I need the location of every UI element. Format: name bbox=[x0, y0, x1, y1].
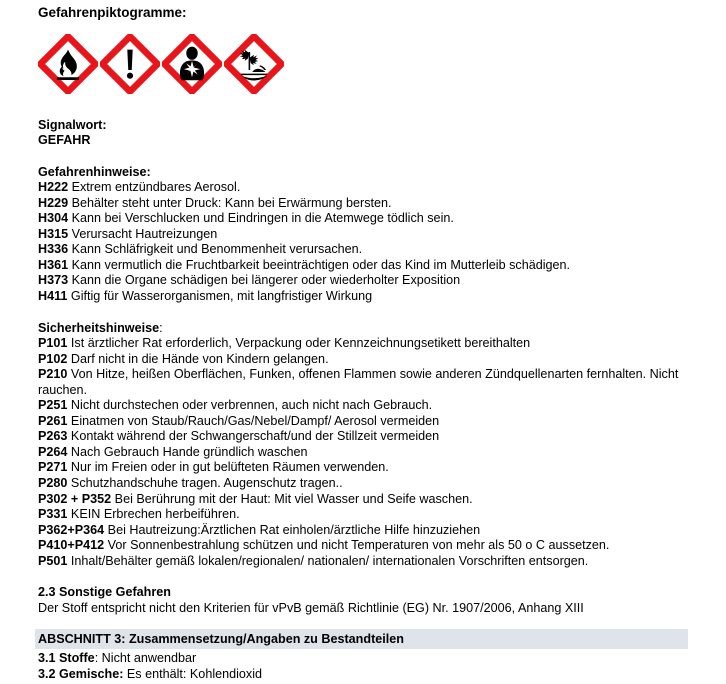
precautionary-statement-code: P410+P412 bbox=[38, 538, 105, 553]
precautionary-statement-code: P501 bbox=[38, 553, 68, 568]
spacer-signal bbox=[38, 96, 688, 118]
hazard-statement-code: H411 bbox=[38, 288, 68, 303]
hazard-statement bbox=[38, 211, 688, 227]
spacer-other-hazards bbox=[38, 569, 688, 585]
hazard-statement-text: Giftig für Wasserorganismen, mit langfristiger Wirkung bbox=[67, 288, 373, 303]
exclamation-mark-icon bbox=[100, 34, 160, 94]
hazard-statement-code: H229 bbox=[38, 195, 69, 210]
precautionary-statement bbox=[38, 523, 688, 539]
hazard-statement bbox=[38, 289, 688, 305]
precautionary-statement-text: Inhalt/Behälter gemäß lokalen/regionalen/ nationalen/ internationalen Vorschriften entsorgen. bbox=[67, 553, 589, 568]
precautionary-statement-list bbox=[38, 336, 688, 569]
pictograms-heading: Gefahrenpiktogramme: bbox=[38, 5, 187, 20]
health-hazard-icon bbox=[162, 34, 222, 94]
precautionary-statement-text: Einatmen von Staub/Rauch/Gas/Nebel/Dampf/ Aerosol vermeiden bbox=[67, 413, 440, 428]
composition-value: : Nicht anwendbar bbox=[94, 651, 197, 666]
hazard-statement-code: H222 bbox=[38, 180, 69, 195]
hazard-statement-text: Extrem entzündbares Aerosol. bbox=[68, 180, 241, 195]
precautionary-statement bbox=[38, 476, 688, 492]
precautionary-statement-code: P210 bbox=[38, 367, 68, 382]
precautionary-statement-text: Ist ärztlicher Rat erforderlich, Verpackung oder Kennzeichnungsetikett bereithalten bbox=[67, 336, 531, 351]
composition-label: 3.1 Stoffe bbox=[38, 651, 95, 666]
hazard-statements-heading: Gefahrenhinweise: bbox=[38, 164, 151, 179]
hazard-statement-text: Kann Schläfrigkeit und Benommenheit verursachen. bbox=[68, 242, 363, 257]
precautionary-heading-text: Sicherheitshinweise bbox=[38, 320, 160, 335]
composition-section bbox=[38, 651, 688, 682]
hazard-statement-text: Verursacht Hautreizungen bbox=[68, 226, 218, 241]
precautionary-statement-code: P302 + P352 bbox=[38, 491, 112, 506]
precautionary-heading-colon: : bbox=[159, 320, 163, 335]
other-hazards-heading: 2.3 Sonstige Gefahren bbox=[38, 585, 171, 600]
other-hazards-section bbox=[38, 585, 688, 616]
composition-label: 3.2 Gemische: bbox=[38, 666, 124, 681]
hazard-statement-code: H315 bbox=[38, 226, 69, 241]
precautionary-statement bbox=[38, 507, 688, 523]
precautionary-statement-code: P264 bbox=[38, 444, 68, 459]
precautionary-statement bbox=[38, 336, 688, 352]
ghs-pictogram-row bbox=[38, 34, 688, 96]
precautionary-statement bbox=[38, 414, 688, 430]
hazard-statement-text: Kann bei Verschlucken und Eindringen in die Atemwege tödlich sein. bbox=[68, 211, 454, 226]
flame-icon bbox=[38, 34, 98, 94]
hazard-statement bbox=[38, 258, 688, 274]
composition-row bbox=[38, 651, 688, 667]
hazard-statement-text: Behälter steht unter Druck: Kann bei Erwärmung bersten. bbox=[68, 195, 392, 210]
precautionary-statement-text: Bei Hautreizung:Ärztlichen Rat einholen/ärztliche Hilfe hinzuziehen bbox=[104, 522, 481, 537]
precautionary-statement-text: Nach Gebrauch Hande gründlich waschen bbox=[67, 444, 308, 459]
other-hazards-text: Der Stoff entspricht nicht den Kriterien für vPvB gemäß Richtlinie (EG) Nr. 1907/2006, Anhang XIII bbox=[38, 600, 584, 615]
precautionary-statements-section bbox=[38, 321, 688, 570]
composition-value: Es enthält: Kohlendioxid bbox=[123, 666, 263, 681]
precautionary-statement-text: Vor Sonnenbestrahlung schützen und nicht Temperaturen von mehr als 50 o C aussetzen. bbox=[104, 538, 610, 553]
signal-word-label: Signalwort: bbox=[38, 117, 107, 132]
precautionary-statement-code: P331 bbox=[38, 507, 68, 522]
hazard-statement-code: H304 bbox=[38, 211, 69, 226]
precautionary-statement bbox=[38, 460, 688, 476]
precautionary-statement-code: P362+P364 bbox=[38, 522, 105, 537]
precautionary-statement bbox=[38, 352, 688, 368]
precautionary-statement-code: P280 bbox=[38, 475, 68, 490]
hazard-statements-section bbox=[38, 165, 688, 305]
precautionary-statement-text: Bei Berührung mit der Haut: Mit viel Wasser und Seife waschen. bbox=[111, 491, 473, 506]
spacer-precaution bbox=[38, 305, 688, 321]
precautionary-statement bbox=[38, 398, 688, 414]
environment-icon bbox=[224, 34, 284, 94]
precautionary-statement-text: Nur im Freien oder in gut belüfteten Räumen verwenden. bbox=[67, 460, 389, 475]
precautionary-statement-code: P261 bbox=[38, 413, 68, 428]
precautionary-statement-code: P102 bbox=[38, 351, 68, 366]
spacer-section-bar bbox=[38, 616, 688, 629]
precautionary-statement-code: P271 bbox=[38, 460, 68, 475]
precautionary-statement-code: P251 bbox=[38, 398, 68, 413]
precautionary-statement-text: Nicht durchstechen oder verbrennen, auch nicht nach Gebrauch. bbox=[67, 398, 433, 413]
precautionary-statement-text: Von Hitze, heißen Oberflächen, Funken, offenen Flammen sowie anderen Zündquellenarten fernhalten. Nicht rauchen. bbox=[38, 367, 679, 397]
precautionary-statement bbox=[38, 367, 688, 398]
composition-list bbox=[38, 651, 688, 682]
hazard-statement bbox=[38, 180, 688, 196]
hazard-statement-text: Kann die Organe schädigen bei längerer oder wiederholter Exposition bbox=[68, 273, 461, 288]
hazard-statement bbox=[38, 242, 688, 258]
hazard-statement bbox=[38, 196, 688, 212]
precautionary-statements-heading bbox=[38, 321, 688, 337]
precautionary-statement bbox=[38, 492, 688, 508]
precautionary-statement bbox=[38, 429, 688, 445]
precautionary-statement bbox=[38, 445, 688, 461]
section-3-header: ABSCHNITT 3: Zusammensetzung/Angaben zu Bestandteilen bbox=[35, 629, 688, 649]
hazard-statement-code: H373 bbox=[38, 273, 69, 288]
hazard-statement-text: Kann vermutlich die Fruchtbarkeit beeinträchtigen oder das Kind im Mutterleib schädigen. bbox=[68, 257, 571, 272]
precautionary-statement-text: Kontakt während der Schwangerschaft/und der Stillzeit vermeiden bbox=[67, 429, 440, 444]
precautionary-statement-text: Schutzhandschuhe tragen. Augenschutz tragen.. bbox=[67, 475, 343, 490]
hazard-statement bbox=[38, 227, 688, 243]
precautionary-statement bbox=[38, 538, 688, 554]
signal-word-value: GEFAHR bbox=[38, 133, 91, 148]
precautionary-statement-text: Darf nicht in die Hände von Kindern gelangen. bbox=[67, 351, 329, 366]
hazard-statement-list bbox=[38, 180, 688, 304]
hazard-statement-code: H336 bbox=[38, 242, 69, 257]
document-body bbox=[38, 0, 688, 682]
hazard-statement-code: H361 bbox=[38, 257, 69, 272]
composition-row bbox=[38, 667, 688, 683]
precautionary-statement-code: P263 bbox=[38, 429, 68, 444]
precautionary-statement-code: P101 bbox=[38, 336, 68, 351]
spacer-hazard bbox=[38, 149, 688, 165]
precautionary-statement-text: KEIN Erbrechen herbeiführen. bbox=[67, 507, 240, 522]
hazard-statement bbox=[38, 273, 688, 289]
precautionary-statement bbox=[38, 554, 688, 570]
